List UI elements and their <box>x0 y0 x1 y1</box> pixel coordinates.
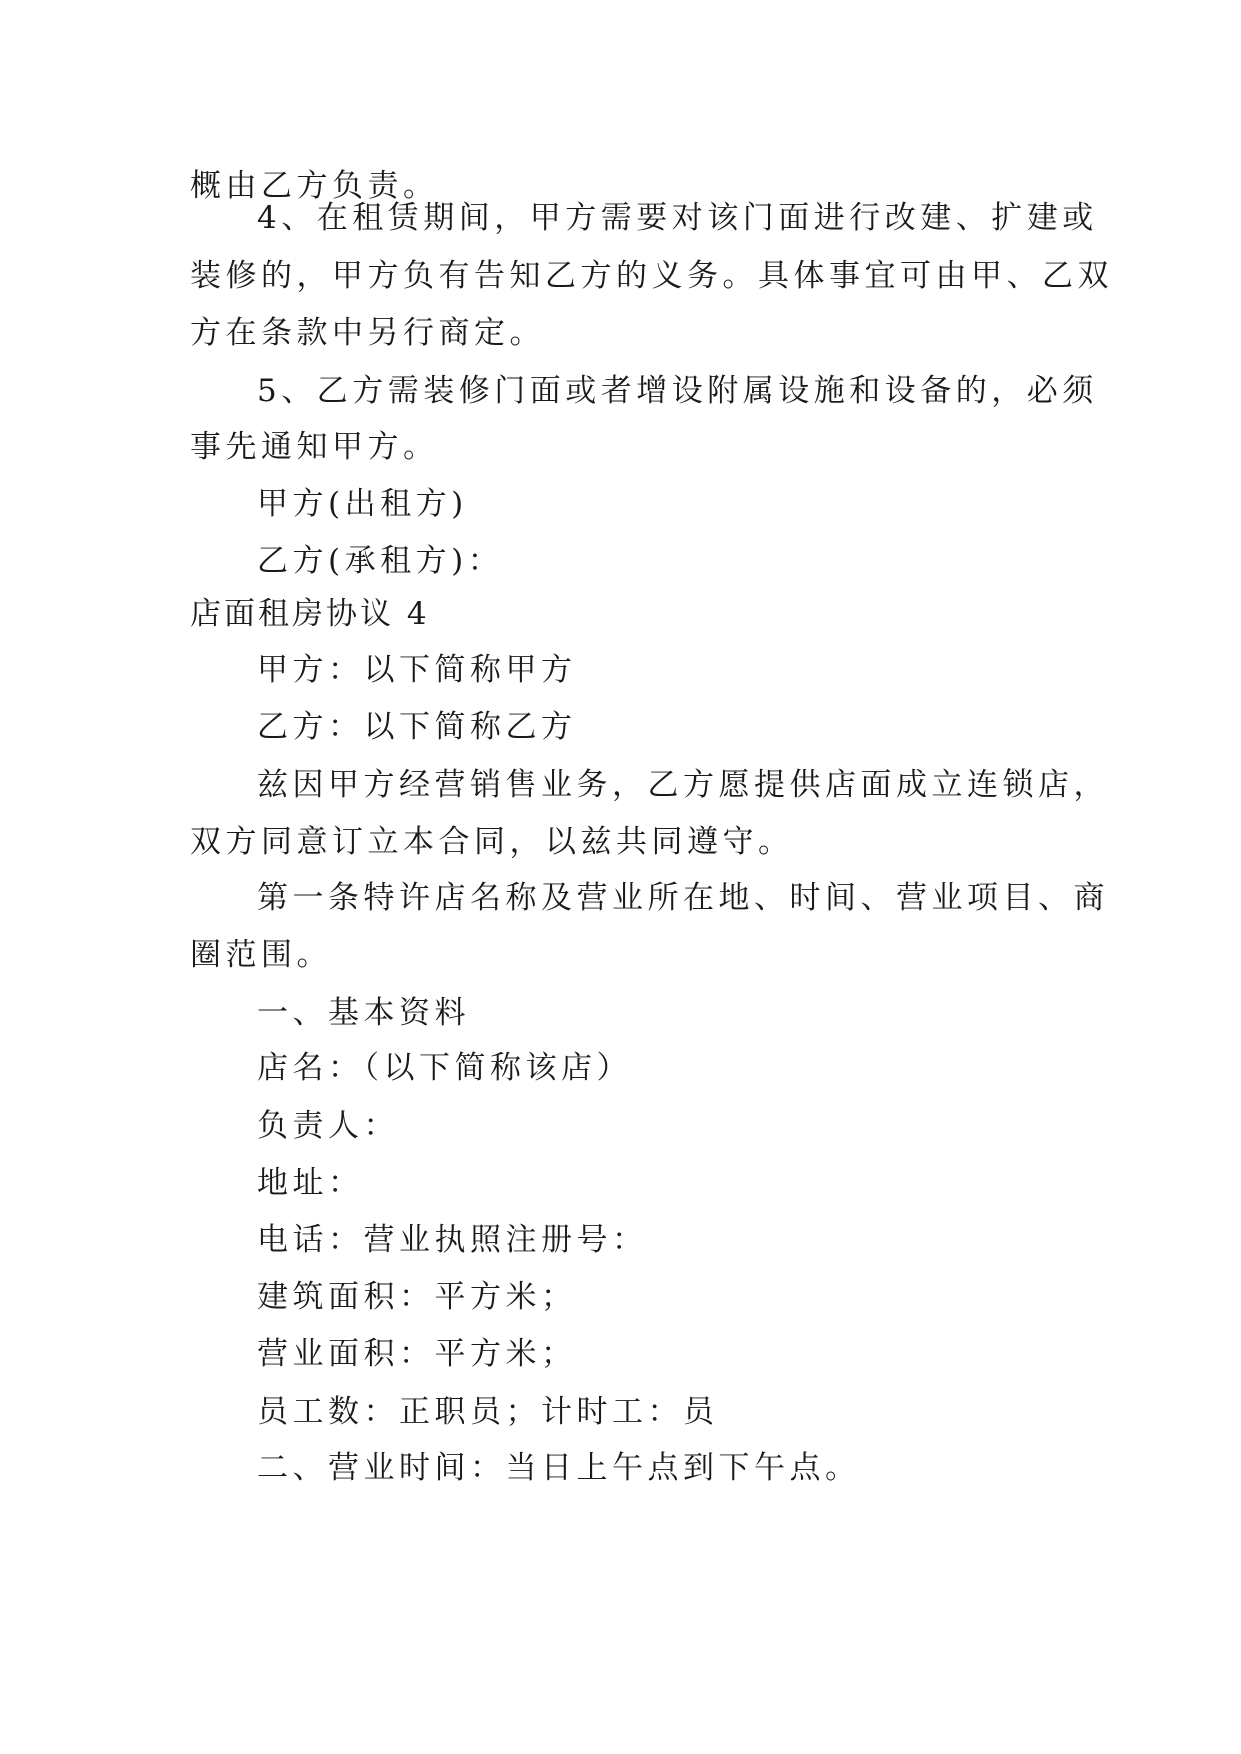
paragraph-line: 乙方：以下简称乙方 <box>257 709 577 745</box>
paragraph-line: 5、乙方需装修门面或者增设附属设施和设备的，必须 <box>257 373 1098 409</box>
paragraph-line: 兹因甲方经营销售业务，乙方愿提供店面成立连锁店， <box>257 767 1109 803</box>
paragraph-line: 4、在租赁期间，甲方需要对该门面进行改建、扩建或 <box>257 200 1098 236</box>
paragraph-line: 甲方：以下简称甲方 <box>257 652 577 688</box>
section-title: 店面租房协议 4 <box>190 596 430 632</box>
form-field-line: 负责人： <box>257 1108 399 1144</box>
form-field-line: 营业面积：平方米； <box>257 1336 577 1372</box>
party-b-label: 乙方(承租方)： <box>257 543 504 579</box>
paragraph-line: 装修的，甲方负有告知乙方的义务。具体事宜可由甲、乙双 <box>190 258 1113 294</box>
article-line: 第一条特许店名称及营业所在地、时间、营业项目、商 <box>257 880 1109 916</box>
form-field-line: 员工数：正职员；计时工：员 <box>257 1394 719 1430</box>
paragraph-line: 双方同意订立本合同，以兹共同遵守。 <box>190 824 794 860</box>
party-a-label: 甲方(出租方) <box>257 486 468 522</box>
subheading: 二、营业时间：当日上午点到下午点。 <box>257 1450 861 1486</box>
article-line: 圈范围。 <box>190 937 332 973</box>
form-field-line: 建筑面积：平方米； <box>257 1279 577 1315</box>
form-field-line: 店名：（以下简称该店） <box>257 1050 632 1086</box>
paragraph-line: 方在条款中另行商定。 <box>190 315 545 351</box>
form-field-line: 地址： <box>257 1165 364 1201</box>
paragraph-line: 事先通知甲方。 <box>190 429 439 465</box>
paragraph-line: 概由乙方负责。 <box>190 168 439 204</box>
form-field-line: 电话：营业执照注册号： <box>257 1222 648 1258</box>
subheading: 一、基本资料 <box>257 995 470 1031</box>
